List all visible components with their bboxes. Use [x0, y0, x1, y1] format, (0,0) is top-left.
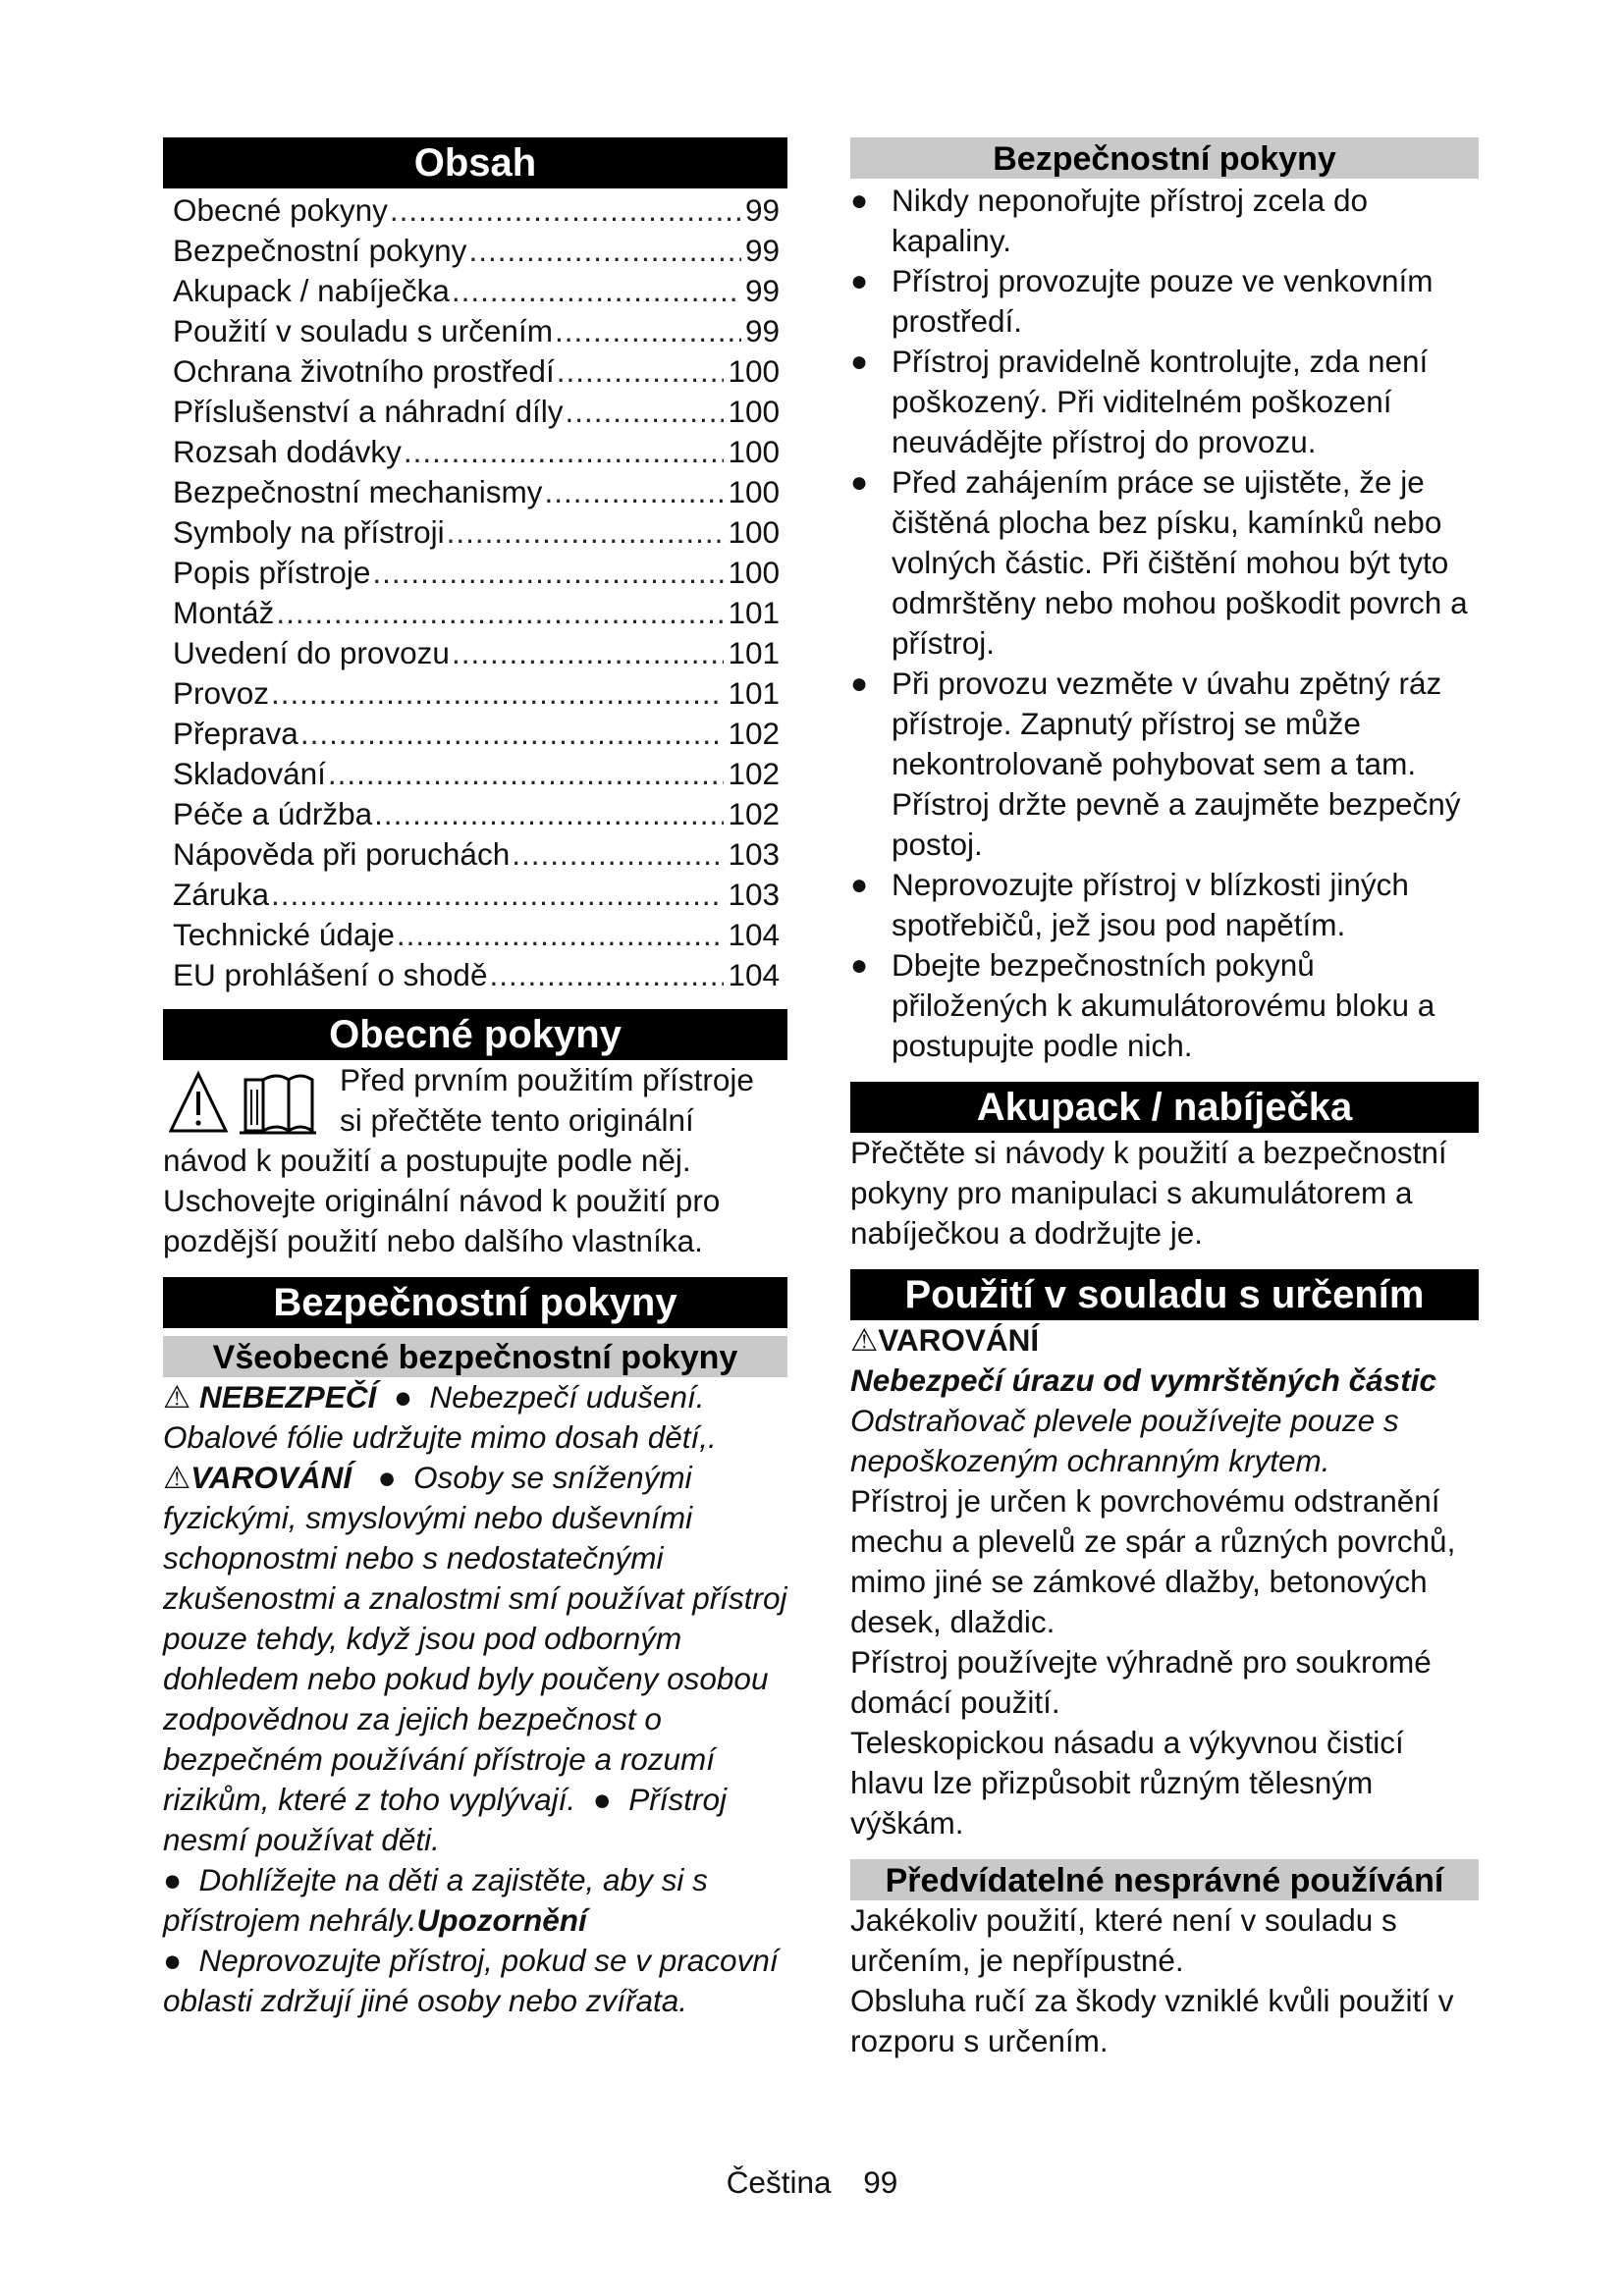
- akupack-heading: Akupack / nabíječka: [850, 1082, 1479, 1133]
- toc-entry-label: Skladování: [173, 756, 326, 791]
- toc-entry-page: 99: [744, 313, 780, 348]
- toc-entry-page: 99: [744, 273, 780, 308]
- toc-entry-label: Montáž: [173, 595, 275, 630]
- toc-entry: [173, 472, 780, 512]
- toc-entry: [173, 190, 780, 231]
- toc-entry: [173, 915, 780, 955]
- toc-entry-label: Záruka: [173, 877, 270, 912]
- bullet-icon: ●: [583, 1782, 621, 1817]
- toc-entry-label: EU prohlášení o shodě: [173, 957, 488, 992]
- toc-entry: [173, 794, 780, 834]
- toc-leader-dots: [557, 351, 725, 392]
- toc-entry: [173, 231, 780, 271]
- bullet-icon: ●: [850, 185, 869, 217]
- toc-leader-dots: [452, 271, 741, 311]
- bullet-icon: ●: [850, 346, 869, 378]
- toc-entry-page: 104: [728, 957, 780, 992]
- toc-entry-label: Symboly na přístroji: [173, 514, 445, 550]
- safety-bullet-item: [850, 342, 1479, 462]
- toc-entry: [173, 311, 780, 351]
- toc-entry: [173, 553, 780, 593]
- right-column: [850, 137, 1479, 2061]
- bullet-icon: ●: [163, 1943, 190, 1978]
- safety-bullet-text: Před zahájením práce se ujistěte, že je čištěná plocha bez písku, kamínků nebo volných částic. Při čištění mohou být tyto odmrštěny nebo mohou poškodit povrch a přístroj.: [892, 464, 1468, 661]
- toc-leader-dots: [512, 834, 724, 875]
- toc-entry-page: 102: [728, 796, 780, 831]
- left-column: [163, 137, 787, 2021]
- toc-leader-dots: [271, 875, 724, 915]
- toc-entry-label: Popis přístroje: [173, 555, 371, 590]
- toc-entry-label: Obecné pokyny: [173, 192, 388, 228]
- footer-page-number: 99: [863, 2164, 898, 2200]
- toc-entry: [173, 754, 780, 794]
- usage-paragraph-1: Přístroj je určen k povrchovému odstranění mechu a plevelů ze spár a různých povrchů, mimo jiné se zámkové dlažby, betonových desek, dlaždic.: [850, 1483, 1456, 1639]
- safety-bullet-item: [850, 664, 1479, 865]
- safety-bullet-text: Přístroj provozujte pouze ve venkovním prostředí.: [892, 263, 1434, 339]
- caution-label: Upozornění: [416, 1902, 587, 1938]
- bullet-icon: ●: [385, 1379, 421, 1415]
- toc-entry-page: 104: [728, 917, 780, 952]
- toc-entry-page: 100: [728, 514, 780, 550]
- warning-text-2: Přístroj nesmí používat děti.: [163, 1782, 727, 1857]
- toc-entry: [173, 593, 780, 633]
- toc-leader-dots: [452, 633, 725, 673]
- toc-heading: Obsah: [163, 137, 787, 188]
- toc-entry-page: 100: [728, 353, 780, 389]
- safety-bullet-item: [850, 261, 1479, 342]
- toc-entry-label: Uvedení do provozu: [173, 635, 450, 670]
- toc-entry-label: Bezpečnostní mechanismy: [173, 474, 543, 509]
- toc-entry: [173, 834, 780, 875]
- usage-hazard-title: Nebezpečí úrazu od vymrštěných částic: [850, 1362, 1436, 1398]
- toc-entry: [173, 351, 780, 392]
- toc-entry-label: Nápověda při poruchách: [173, 836, 511, 872]
- toc-entry: [173, 875, 780, 915]
- safety-bullet-list: [850, 181, 1479, 1066]
- toc-leader-dots: [404, 432, 725, 472]
- toc-entry: [173, 392, 780, 432]
- toc-entry-label: Akupack / nabíječka: [173, 273, 450, 308]
- toc-entry: [173, 955, 780, 995]
- misuse-heading: Předvídatelné nesprávné používání: [850, 1859, 1479, 1900]
- safety-general-text: [163, 1377, 787, 2021]
- toc-leader-dots: [489, 955, 724, 995]
- danger-text: Nebezpečí udušení. Obalové fólie udržujte mimo dosah dětí,.: [163, 1379, 717, 1455]
- warning-label: VAROVÁNÍ: [190, 1460, 352, 1495]
- toc-entry-page: 100: [728, 434, 780, 469]
- bullet-icon: ●: [359, 1460, 406, 1495]
- toc-leader-dots: [390, 190, 741, 231]
- usage-hazard-text: Odstraňovač plevele používejte pouze s nepoškozeným ochranným krytem.: [850, 1403, 1399, 1478]
- general-heading: Obecné pokyny: [163, 1009, 787, 1060]
- safety-bullet-text: Neprovozujte přístroj v blízkosti jiných spotřebičů, jež jsou pod napětím.: [892, 867, 1409, 942]
- toc-entry-page: 101: [728, 675, 780, 711]
- toc-leader-dots: [544, 472, 724, 512]
- toc-entry-label: Ochrana životního prostředí: [173, 353, 555, 389]
- toc-entry-label: Péče a údržba: [173, 796, 373, 831]
- toc-leader-dots: [468, 231, 741, 271]
- danger-icon: ⚠: [163, 1379, 191, 1415]
- general-text: návod k použití a postupujte podle něj. Uschovejte originální návod k použití pro pozdější použití nebo dalšího vlastníka.: [163, 1143, 721, 1258]
- safety-bullet-item: [850, 181, 1479, 261]
- toc-entry-page: 102: [728, 716, 780, 751]
- safety-bullet-item: [850, 865, 1479, 945]
- toc-entry-label: Přeprava: [173, 716, 298, 751]
- safety-right-heading: Bezpečnostní pokyny: [850, 137, 1479, 179]
- misuse-paragraph-2: Obsluha ručí za škody vzniklé kvůli použití v rozporu s určením.: [850, 1983, 1454, 2058]
- toc-entry-page: 100: [728, 474, 780, 509]
- bullet-icon: ●: [163, 1862, 190, 1897]
- safety-bullet-text: Přístroj pravidelně kontrolujte, zda není poškozený. Při viditelném poškození neuvádějte přístroj do provozu.: [892, 344, 1429, 459]
- akupack-text: Přečtěte si návody k použití a bezpečnostní pokyny pro manipulaci s akumulátorem a nabíječkou a dodržujte je.: [850, 1135, 1447, 1251]
- toc-leader-dots: [328, 754, 725, 794]
- toc-entry-page: 103: [728, 836, 780, 872]
- toc-entry: [173, 512, 780, 553]
- usage-paragraph-2: Přístroj používejte výhradně pro soukromé domácí použití.: [850, 1644, 1432, 1720]
- warning-text-3: Dohlížejte na děti a zajistěte, aby si s přístrojem nehrály.: [163, 1862, 708, 1938]
- toc-leader-dots: [374, 794, 724, 834]
- usage-warning: [850, 1320, 1479, 1361]
- toc-entry: [173, 633, 780, 673]
- toc-leader-dots: [447, 512, 725, 553]
- bullet-icon: ●: [850, 949, 869, 982]
- safety-bullet-text: Nikdy neponořujte přístroj zcela do kapaliny.: [892, 183, 1369, 258]
- general-line-1: Před prvním použitím přístroje: [340, 1062, 754, 1097]
- table-of-contents: [173, 190, 780, 995]
- usage-heading: Použití v souladu s určením: [850, 1269, 1479, 1320]
- toc-entry-label: Příslušenství a náhradní díly: [173, 394, 564, 429]
- footer-language: Čeština: [726, 2164, 832, 2200]
- bullet-icon: ●: [850, 265, 869, 297]
- safety-bullet-item: [850, 462, 1479, 664]
- usage-paragraph-3: Teleskopickou násadu a výkyvnou čisticí hlavu lze přizpůsobit různým tělesným výškám.: [850, 1725, 1404, 1841]
- toc-entry-label: Technické údaje: [173, 917, 395, 952]
- warning-manual-icon: [169, 1068, 330, 1139]
- warning-icon: ⚠: [163, 1460, 191, 1495]
- toc-entry-page: 103: [728, 877, 780, 912]
- toc-entry-page: 100: [728, 394, 780, 429]
- toc-leader-dots: [372, 553, 724, 593]
- toc-leader-dots: [555, 311, 741, 351]
- toc-leader-dots: [565, 392, 724, 432]
- warning-icon: ⚠: [850, 1322, 879, 1358]
- toc-entry-label: Bezpečnostní pokyny: [173, 233, 467, 268]
- general-line-2: si přečtěte tento originální: [340, 1102, 694, 1138]
- toc-entry-label: Provoz: [173, 675, 270, 711]
- page-footer: [0, 2164, 1624, 2201]
- toc-entry-page: 99: [744, 233, 780, 268]
- toc-leader-dots: [276, 593, 724, 633]
- toc-entry-label: Rozsah dodávky: [173, 434, 402, 469]
- misuse-paragraph-1: Jakékoliv použití, které není v souladu s určením, je nepřípustné.: [850, 1902, 1397, 1978]
- toc-entry-page: 101: [728, 595, 780, 630]
- danger-label: NEBEZPEČÍ: [199, 1379, 377, 1415]
- toc-entry-page: 102: [728, 756, 780, 791]
- toc-entry-label: Použití v souladu s určením: [173, 313, 553, 348]
- usage-warning-label: VAROVÁNÍ: [878, 1322, 1040, 1358]
- bullet-icon: ●: [850, 667, 869, 700]
- toc-leader-dots: [271, 673, 724, 714]
- toc-entry: [173, 432, 780, 472]
- safety-heading: Bezpečnostní pokyny: [163, 1277, 787, 1328]
- toc-entry-page: 101: [728, 635, 780, 670]
- toc-leader-dots: [300, 714, 725, 754]
- toc-leader-dots: [397, 915, 725, 955]
- caution-text: Neprovozujte přístroj, pokud se v pracovní oblasti zdržují jiné osoby nebo zvířata.: [163, 1943, 779, 2018]
- bullet-icon: ●: [850, 869, 869, 901]
- toc-entry-page: 99: [744, 192, 780, 228]
- toc-entry: [173, 714, 780, 754]
- bullet-icon: ●: [850, 466, 869, 499]
- toc-entry: [173, 673, 780, 714]
- general-section: [163, 1060, 787, 1261]
- toc-entry-page: 100: [728, 555, 780, 590]
- safety-bullet-item: [850, 945, 1479, 1066]
- safety-bullet-text: Při provozu vezměte v úvahu zpětný ráz přístroje. Zapnutý přístroj se může nekontrolovaně pohybovat sem a tam. Přístroj držte pevně a zaujměte bezpečný postoj.: [892, 666, 1461, 862]
- safety-bullet-text: Dbejte bezpečnostních pokynů přiložených k akumulátorovému bloku a postupujte podle nich.: [892, 947, 1435, 1063]
- warning-text: Osoby se sníženými fyzickými, smyslovými nebo duševními schopnostmi nebo s nedostatečnými zkušenostmi a znalostmi smí používat přístroj pouze tehdy, když jsou pod odborným dohledem nebo pokud byly poučeny osobou zodpovědnou za jejich bezpečnost o bezpečném používání přístroje a rozumí rizikům, které z toho vyplývají.: [163, 1460, 787, 1817]
- toc-entry: [173, 271, 780, 311]
- safety-subheading: Všeobecné bezpečnostní pokyny: [163, 1336, 787, 1377]
